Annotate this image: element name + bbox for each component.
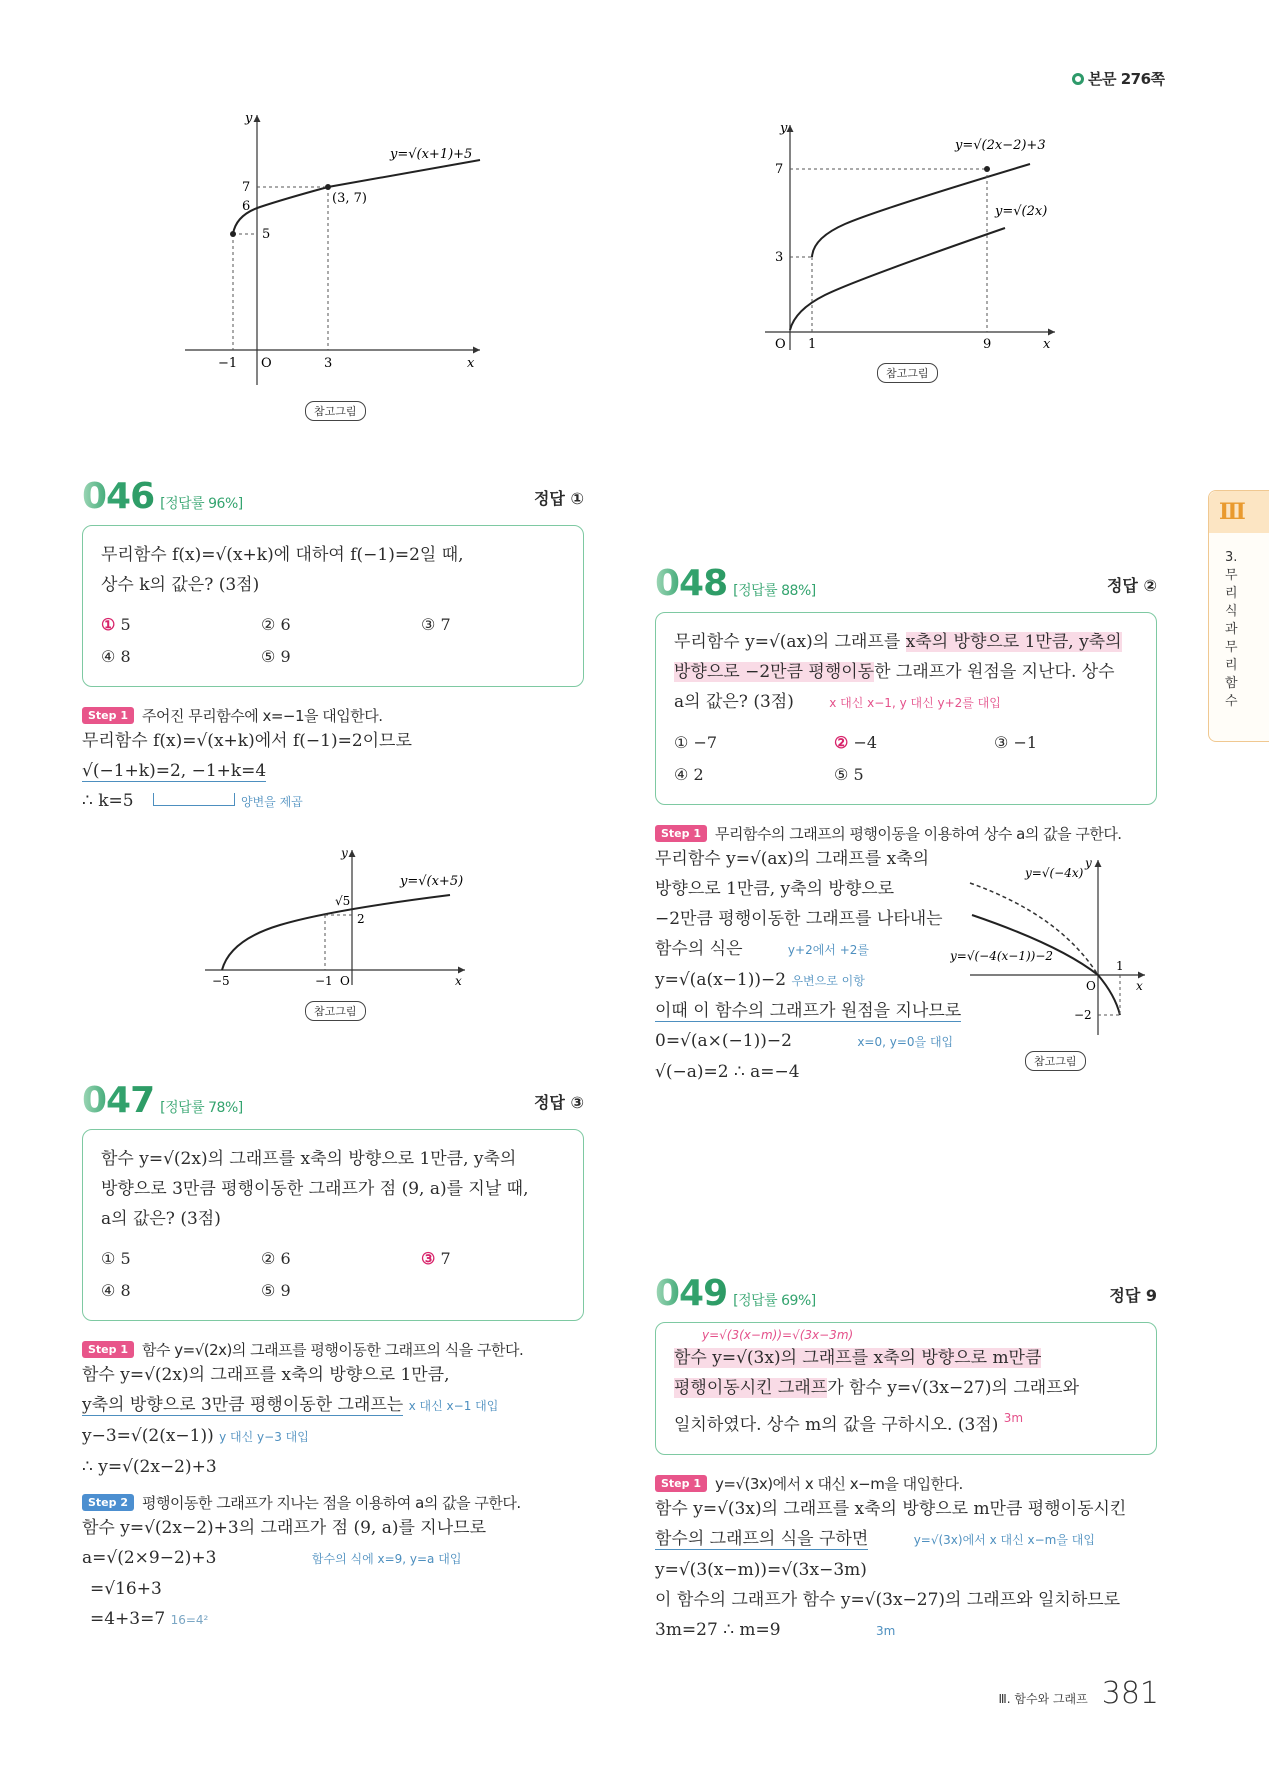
choices: [101, 610, 565, 672]
svg-text:O: O: [261, 356, 272, 371]
question-number: 048: [655, 563, 728, 604]
question-number: 046: [82, 476, 155, 517]
choice-4[interactable]: ④ 8: [101, 647, 131, 666]
correct-rate: [정답률 88%]: [733, 583, 816, 599]
svg-text:1: 1: [1116, 959, 1124, 973]
answer-label: 정답 9: [1109, 1286, 1157, 1305]
choice-1[interactable]: ① −7: [674, 733, 718, 752]
graph-top-right: [765, 120, 1065, 354]
svg-text:−5: −5: [212, 974, 230, 985]
choice-2[interactable]: ② 6: [261, 615, 291, 634]
svg-text:y: y: [245, 111, 253, 126]
figure-caption: 참고그림: [305, 401, 366, 421]
svg-text:y=√(−4x): y=√(−4x): [1025, 866, 1084, 880]
svg-text:y=√(2x): y=√(2x): [995, 204, 1048, 219]
svg-text:−1: −1: [315, 974, 333, 985]
figure-caption: 참고그림: [877, 363, 938, 383]
figure-caption: 참고그림: [1025, 1051, 1086, 1071]
step-badge: Step 1: [655, 1475, 707, 1492]
chapter-roman: Ⅲ: [1209, 491, 1269, 533]
graph-048: [950, 855, 1150, 1039]
step-badge: Step 1: [82, 707, 134, 724]
question-048: 048 [정답률 88%] 정답 ② 무리함수 y=√(ax)의 그래프를 x축의 방향으로 1만큼, y축의 방향으로 −2만큼 평행이동한 그래프가 원점을 지난다. 상수 a의 값은? (3점) x 대신 x−1, y 대신 y+2를 대입 ① −7 ② −4 ③ −1 ④ 2 ⑤ 5 Step 1 무리함수의 그래프의 평행이동을 이용하여 상수 a의 값을 구한다. 무리함수 y=√(ax)의 그래프를 x축의 방향으로 1만큼, y축의 방향으로 −2만큼 평행이동한 그래프를 나타내는 함수의 식은 y+2에서 +2를 y=√(a(x−1))−2 우변으로 이항 이때 이 함수의 그래프가 원점을 지나므로 0=√(a×(−1))−2 x=0, y=0을 대입 √(−a)=2 ∴ a=−4: [655, 563, 1157, 1082]
question-046: 046 [정답률 96%] 정답 ① 무리함수 f(x)=√(x+k)에 대하여 f(−1)=2일 때, 상수 k의 값은? (3점) ① 5 ② 6 ③ 7 ④ 8 ⑤ 9 Step 1 주어진 무리함수에 x=−1을 대입한다. 무리함수 f(x)=√(x+k)에서 f(−1)=2이므로 √(−1+k)=2, −1+k=4 ∴ k=5 양변을 제곱: [82, 476, 584, 811]
step-badge: Step 1: [82, 1341, 134, 1358]
svg-text:y=√(x+5): y=√(x+5): [400, 874, 464, 889]
chapter-tab[interactable]: [1208, 490, 1269, 742]
choice-2[interactable]: ② −4: [834, 733, 878, 752]
answer-label: 정답 ②: [1106, 576, 1157, 595]
svg-text:y=√(2x−2)+3: y=√(2x−2)+3: [955, 138, 1046, 153]
question-049: 049 [정답률 69%] 정답 9 y=√(3(x−m))=√(3x−3m) 함수 y=√(3x)의 그래프를 x축의 방향으로 m만큼 평행이동시킨 그래프가 함수 y=√(3x−27)의 그래프와 일치하였다. 상수 m의 값을 구하시오. (3점) $^{3m}$ Step 1 y=√(3x)에서 x 대신 x−m을 대입한다. 함수 y=√(3x)의 그래프를 x축의 방향으로 m만큼 평행이동시킨 함수의 그래프의 식을 구하면 y=√(3x)에서 x 대신 x−m을 대입 y=√(3(x−m))=√(3x−3m) 이 함수의 그래프가 함수 y=√(3x−27)의 그래프와 일치하므로 3m=27 ∴ m=9 3m: [655, 1273, 1157, 1640]
graph-046: [200, 845, 470, 989]
chapter-title: 3. 무리식과 무리함수: [1225, 550, 1238, 709]
svg-text:y=√(−4(x−1))−2: y=√(−4(x−1))−2: [950, 949, 1054, 963]
step-badge: Step 2: [82, 1494, 134, 1511]
svg-text:y: y: [1085, 856, 1092, 870]
svg-text:6: 6: [242, 199, 251, 214]
curve-label: y=√(x+1)+5: [390, 147, 473, 162]
svg-text:2: 2: [357, 912, 365, 926]
svg-text:7: 7: [242, 180, 251, 195]
choice-3[interactable]: ③ 7: [421, 615, 451, 634]
answer-label: 정답 ①: [533, 489, 584, 508]
answer-label: 정답 ③: [533, 1093, 584, 1112]
svg-text:O: O: [775, 337, 786, 350]
choice-5[interactable]: ⑤ 9: [261, 647, 291, 666]
choice-2[interactable]: ② 6: [261, 1249, 291, 1268]
svg-text:3: 3: [324, 356, 333, 371]
svg-text:3: 3: [775, 250, 784, 265]
correct-rate: [정답률 78%]: [160, 1100, 243, 1116]
circle-bullet-icon: [1072, 73, 1084, 85]
choice-3[interactable]: ③ 7: [421, 1249, 451, 1268]
choice-4[interactable]: ④ 2: [674, 765, 704, 784]
choice-4[interactable]: ④ 8: [101, 1281, 131, 1300]
svg-text:x: x: [1136, 979, 1143, 993]
svg-text:1: 1: [808, 337, 817, 350]
svg-text:x: x: [455, 974, 462, 985]
svg-text:O: O: [340, 974, 350, 985]
question-box: 무리함수 f(x)=√(x+k)에 대하여 f(−1)=2일 때, 상수 k의 값은? (3점) ① 5 ② 6 ③ 7 ④ 8 ⑤ 9: [82, 525, 584, 687]
svg-text:7: 7: [775, 162, 784, 177]
svg-text:x: x: [1043, 337, 1051, 350]
choice-5[interactable]: ⑤ 5: [834, 765, 864, 784]
svg-text:x: x: [467, 356, 475, 371]
choices: [674, 728, 1138, 790]
question-box: y=√(3(x−m))=√(3x−3m) 함수 y=√(3x)의 그래프를 x축의 방향으로 m만큼 평행이동시킨 그래프가 함수 y=√(3x−27)의 그래프와 일치하였다. 상수 m의 값을 구하시오. (3점) $^{3m}$: [655, 1322, 1157, 1455]
section-title: Ⅲ. 함수와 그래프: [998, 1692, 1088, 1706]
svg-text:y: y: [780, 121, 788, 136]
correct-rate: [정답률 69%]: [733, 1293, 816, 1309]
choices: [101, 1244, 565, 1306]
page-footer: [998, 1676, 1159, 1711]
question-047: 047 [정답률 78%] 정답 ③ 함수 y=√(2x)의 그래프를 x축의 방향으로 1만큼, y축의 방향으로 3만큼 평행이동한 그래프가 점 (9, a)를 지날 때, a의 값은? (3점) ① 5 ② 6 ③ 7 ④ 8 ⑤ 9 Step 1 함수 y=√(2x)의 그래프를 평행이동한 그래프의 식을 구한다. 함수 y=√(2x)의 그래프를 x축의 방향으로 1만큼, y축의 방향으로 3만큼 평행이동한 그래프는 x 대신 x−1 대입 y−3=√(2(x−1)) y 대신 y−3 대입 ∴ y=√(2x−2)+3 Step 2 평행이동한 그래프가 지나는 점을 이용하여 a의 값을 구한다. 함수 y=√(2x−2)+3의 그래프가 점 (9, a)를 지나므로 a=√(2×9−2)+3 함수의 식에 x=9, y=a 대입 =√16+3 =4+3=7 16=4²: [82, 1080, 584, 1629]
page-reference: 본문 276쪽: [1072, 68, 1165, 89]
choice-3[interactable]: ③ −1: [994, 733, 1038, 752]
question-number: 049: [655, 1273, 728, 1314]
figure-caption: 참고그림: [305, 1001, 366, 1021]
step-badge: Step 1: [655, 825, 707, 842]
page-number: 381: [1101, 1676, 1159, 1711]
svg-text:5: 5: [262, 227, 271, 242]
choice-1[interactable]: ① 5: [101, 1249, 131, 1268]
svg-text:y: y: [341, 846, 348, 860]
question-box: 무리함수 y=√(ax)의 그래프를 x축의 방향으로 1만큼, y축의 방향으로 −2만큼 평행이동한 그래프가 원점을 지난다. 상수 a의 값은? (3점) x 대신 x−1, y 대신 y+2를 대입 ① −7 ② −4 ③ −1 ④ 2 ⑤ 5: [655, 612, 1157, 805]
question-number: 047: [82, 1080, 155, 1121]
svg-text:−2: −2: [1074, 1008, 1092, 1022]
choice-1[interactable]: ① 5: [101, 615, 131, 634]
svg-text:9: 9: [983, 337, 992, 350]
correct-rate: [정답률 96%]: [160, 496, 243, 512]
svg-text:O: O: [1086, 979, 1096, 993]
svg-text:√5: √5: [335, 894, 351, 908]
question-box: 함수 y=√(2x)의 그래프를 x축의 방향으로 1만큼, y축의 방향으로 3만큼 평행이동한 그래프가 점 (9, a)를 지날 때, a의 값은? (3점) ① 5 ② 6 ③ 7 ④ 8 ⑤ 9: [82, 1129, 584, 1321]
svg-text:−1: −1: [218, 356, 238, 371]
svg-text:(3, 7): (3, 7): [332, 191, 367, 206]
choice-5[interactable]: ⑤ 9: [261, 1281, 291, 1300]
graph-top-left: [180, 110, 500, 414]
